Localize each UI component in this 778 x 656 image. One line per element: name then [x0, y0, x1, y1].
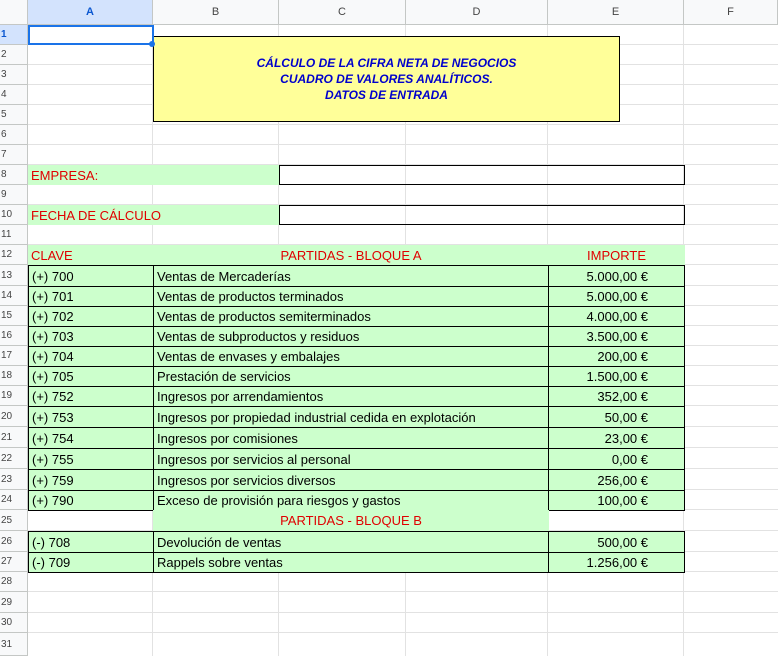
- column-header-c[interactable]: C: [279, 0, 406, 25]
- column-header-d[interactable]: D: [406, 0, 548, 25]
- importe-cell[interactable]: 3.500,00 €: [548, 326, 685, 347]
- empresa-value-field[interactable]: [279, 165, 685, 185]
- partida-cell[interactable]: Ingresos por arrendamientos: [153, 386, 549, 407]
- importe-cell[interactable]: 4.000,00 €: [548, 306, 685, 327]
- importe-cell[interactable]: 352,00 €: [548, 386, 685, 407]
- row-header-19[interactable]: 19: [0, 386, 28, 406]
- row-header-27[interactable]: 27: [0, 552, 28, 572]
- row-header-24[interactable]: 24: [0, 490, 28, 510]
- importe-cell[interactable]: 200,00 €: [548, 346, 685, 367]
- row-header-10[interactable]: 10: [0, 205, 28, 225]
- active-cell-selection[interactable]: [28, 25, 154, 45]
- partida-cell[interactable]: Ventas de Mercaderías: [153, 265, 549, 287]
- row-header-9[interactable]: 9: [0, 185, 28, 205]
- clave-cell[interactable]: (-) 709: [28, 552, 154, 573]
- clave-cell[interactable]: (+) 700: [28, 265, 154, 287]
- gridline-horizontal: [28, 124, 778, 125]
- importe-cell[interactable]: 23,00 €: [548, 427, 685, 449]
- importe-cell[interactable]: 256,00 €: [548, 469, 685, 491]
- row-header-6[interactable]: 6: [0, 125, 28, 145]
- row-header-14[interactable]: 14: [0, 286, 28, 306]
- row-header-16[interactable]: 16: [0, 326, 28, 346]
- partida-cell[interactable]: Ingresos por propiedad industrial cedida en explotación: [153, 406, 549, 428]
- column-header-a[interactable]: A: [28, 0, 153, 25]
- clave-cell[interactable]: (+) 705: [28, 366, 154, 387]
- clave-cell[interactable]: (+) 752: [28, 386, 154, 407]
- header-partidas-bloque-b[interactable]: PARTIDAS - BLOQUE B: [153, 510, 549, 531]
- partida-cell[interactable]: Rappels sobre ventas: [153, 552, 549, 573]
- title-line3: DATOS DE ENTRADA: [325, 88, 448, 102]
- column-header-e[interactable]: E: [548, 0, 684, 25]
- row-header-23[interactable]: 23: [0, 469, 28, 490]
- clave-cell[interactable]: (+) 704: [28, 346, 154, 367]
- row-header-4[interactable]: 4: [0, 85, 28, 105]
- fecha-value-field[interactable]: [279, 205, 685, 225]
- row-header-26[interactable]: 26: [0, 531, 28, 552]
- fill-handle[interactable]: [149, 41, 155, 47]
- row-header-25[interactable]: 25: [0, 510, 28, 531]
- row-header-3[interactable]: 3: [0, 65, 28, 85]
- row-header-29[interactable]: 29: [0, 592, 28, 613]
- importe-cell[interactable]: 100,00 €: [548, 490, 685, 511]
- importe-cell[interactable]: 0,00 €: [548, 448, 685, 470]
- fecha-label[interactable]: FECHA DE CÁLCULO: [28, 205, 280, 225]
- clave-cell[interactable]: (+) 755: [28, 448, 154, 470]
- title-box[interactable]: [153, 36, 620, 122]
- header-partidas-bloque-a[interactable]: PARTIDAS - BLOQUE A: [153, 245, 549, 265]
- row-header-8[interactable]: 8: [0, 165, 28, 185]
- clave-cell[interactable]: (+) 759: [28, 469, 154, 491]
- column-header-f[interactable]: F: [684, 0, 778, 25]
- row-header-18[interactable]: 18: [0, 366, 28, 386]
- clave-cell[interactable]: (+) 753: [28, 406, 154, 428]
- clave-cell[interactable]: (+) 703: [28, 326, 154, 347]
- select-all-corner[interactable]: [0, 0, 28, 25]
- clave-cell[interactable]: (-) 708: [28, 531, 154, 553]
- importe-cell[interactable]: 1.500,00 €: [548, 366, 685, 387]
- header-clave[interactable]: CLAVE: [28, 245, 154, 265]
- partida-cell[interactable]: Exceso de provisión para riesgos y gastos: [153, 490, 549, 511]
- row-header-13[interactable]: 13: [0, 265, 28, 286]
- row-header-7[interactable]: 7: [0, 145, 28, 165]
- row-header-1[interactable]: 1: [0, 25, 28, 45]
- gridline-horizontal: [28, 612, 778, 613]
- clave-cell[interactable]: (+) 701: [28, 286, 154, 307]
- empresa-label[interactable]: EMPRESA:: [28, 165, 280, 185]
- importe-cell[interactable]: 50,00 €: [548, 406, 685, 428]
- partida-cell[interactable]: Ventas de envases y embalajes: [153, 346, 549, 367]
- partida-cell[interactable]: Devolución de ventas: [153, 531, 549, 553]
- gridline-horizontal: [28, 144, 778, 145]
- partida-cell[interactable]: Ingresos por comisiones: [153, 427, 549, 449]
- partida-cell[interactable]: Prestación de servicios: [153, 366, 549, 387]
- clave-cell[interactable]: (+) 754: [28, 427, 154, 449]
- row-header-12[interactable]: 12: [0, 245, 28, 265]
- row-header-22[interactable]: 22: [0, 448, 28, 469]
- row-header-28[interactable]: 28: [0, 572, 28, 592]
- row-header-5[interactable]: 5: [0, 105, 28, 125]
- clave-cell[interactable]: (+) 702: [28, 306, 154, 327]
- row-header-21[interactable]: 21: [0, 427, 28, 448]
- clave-cell[interactable]: (+) 790: [28, 490, 154, 511]
- gridline-horizontal: [28, 632, 778, 633]
- row-header-2[interactable]: 2: [0, 45, 28, 65]
- partida-cell[interactable]: Ventas de subproductos y residuos: [153, 326, 549, 347]
- header-importe[interactable]: IMPORTE: [548, 245, 685, 265]
- row-header-15[interactable]: 15: [0, 306, 28, 326]
- column-header-b[interactable]: B: [153, 0, 279, 25]
- row-header-11[interactable]: 11: [0, 225, 28, 245]
- gridline-horizontal: [28, 591, 778, 592]
- row-header-31[interactable]: 31: [0, 633, 28, 656]
- title-line2: CUADRO DE VALORES ANALÍTICOS.: [280, 72, 493, 86]
- importe-cell[interactable]: 5.000,00 €: [548, 265, 685, 287]
- title-line1: CÁLCULO DE LA CIFRA NETA DE NEGOCIOS: [256, 56, 517, 70]
- importe-cell[interactable]: 1.256,00 €: [548, 552, 685, 573]
- partida-cell[interactable]: Ingresos por servicios diversos: [153, 469, 549, 491]
- partida-cell[interactable]: Ingresos por servicios al personal: [153, 448, 549, 470]
- row-header-20[interactable]: 20: [0, 406, 28, 427]
- importe-cell[interactable]: 5.000,00 €: [548, 286, 685, 307]
- partida-cell[interactable]: Ventas de productos semiterminados: [153, 306, 549, 327]
- row-header-30[interactable]: 30: [0, 613, 28, 633]
- partida-cell[interactable]: Ventas de productos terminados: [153, 286, 549, 307]
- importe-cell[interactable]: 500,00 €: [548, 531, 685, 553]
- row-header-17[interactable]: 17: [0, 346, 28, 366]
